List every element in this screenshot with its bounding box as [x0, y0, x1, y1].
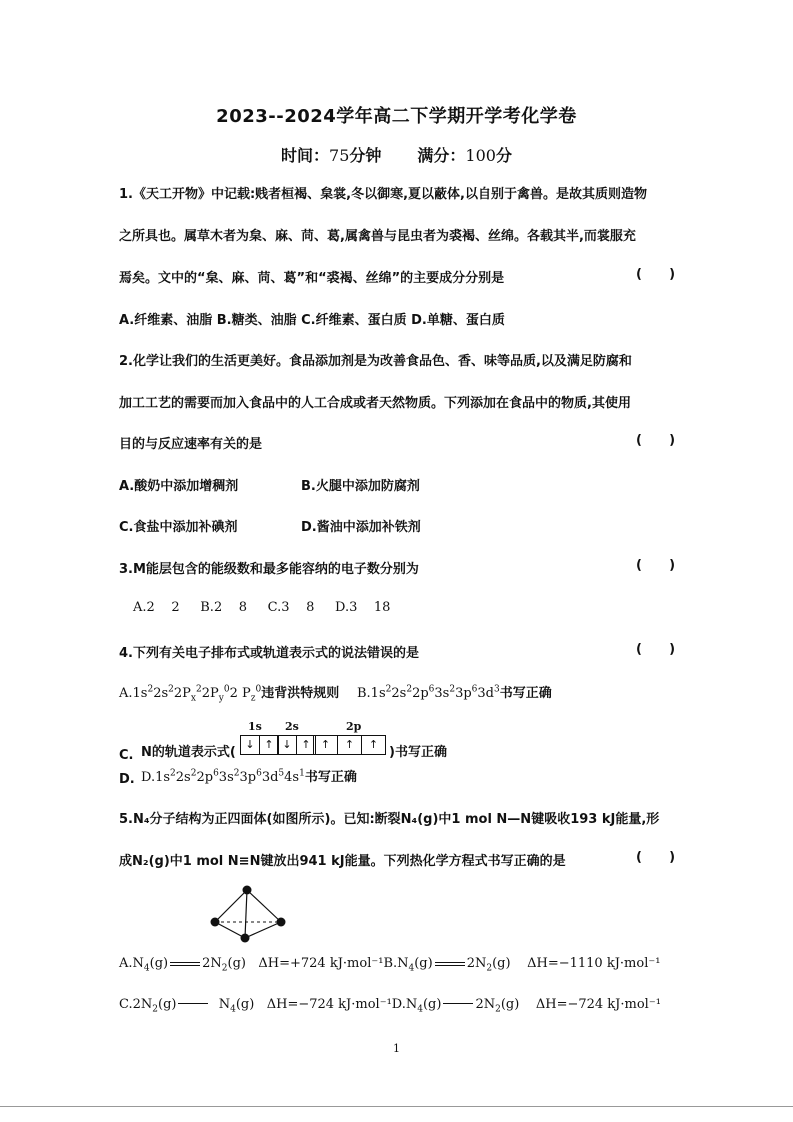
q3-answer-paren: ( ) — [636, 558, 676, 573]
q4-option-c-suffix: )书写正确 — [389, 745, 447, 760]
q1-answer-paren: ( ) — [636, 267, 676, 282]
q4-option-d-label: D. — [119, 772, 135, 787]
q4-option-c-label: C. — [119, 748, 134, 763]
score-value: 100 — [465, 146, 496, 165]
time-label: 时间： — [281, 146, 330, 165]
q2-option-a: A.酸奶中添加增稠剂 — [119, 479, 239, 494]
time-unit: 分钟 — [349, 146, 382, 165]
n4-tetrahedron-figure — [205, 882, 295, 946]
orbital-1s-down: ↓ — [241, 736, 260, 754]
q2-line1: 2.化学让我们的生活更美好。食品添加剂是为改善食品色、香、味等品质,以及满足防腐和 — [119, 354, 632, 369]
q1-line3: 焉矣。文中的“枲、麻、苘、葛”和“裘褐、丝绵”的主要成分分别是 — [119, 271, 505, 286]
q4-option-d: $D.1s^22s^22p^63s^23p^63d^54s^1$书写正确 — [141, 768, 357, 785]
q4-answer-paren: ( ) — [636, 642, 676, 657]
exam-title: 2023--2024学年高二下学期开学考化学卷 — [216, 106, 577, 127]
orbital-box-1s — [240, 735, 279, 755]
q3-options: A.2 2 B.2 8 C.3 8 D.3 18 — [133, 600, 391, 615]
q5-option-c-dh: ΔH=−724 kJ·mol⁻¹ — [266, 997, 392, 1012]
q4-option-d-text: 书写正确 — [304, 770, 357, 785]
q5-option-a-dh: ΔH=+724 kJ·mol⁻¹ — [258, 956, 384, 971]
q2-line2: 加工工艺的需要而加入食品中的人工合成或者天然物质。下列添加在食品中的物质,其使用 — [119, 396, 631, 411]
q2-option-b: B.火腿中添加防腐剂 — [301, 479, 420, 494]
q4-option-a: $A.1s^22s^22P_x^22P_y^02$ $P_z^0$违背洪特规则 — [119, 684, 340, 704]
orbital-box-2s — [277, 735, 316, 755]
q4-option-b-text: 书写正确 — [499, 686, 552, 701]
q5-options-cd: $C.2N_2(g)$ $N_4(g)$ ΔH=−724 $kJ\cdot mol^{-1}D.N_4(g)$ $2N_2(g)$ ΔH=−724 kJ·mol⁻¹ — [119, 997, 661, 1015]
q5-line2: 成N₂(g)中1 mol N≡N键放出941 kJ能量。下列热化学方程式书写正确的是 — [119, 854, 566, 869]
orbital-1s-up: ↑ — [264, 738, 274, 751]
orbital-label-2p: 2p — [346, 720, 362, 733]
orbital-2s-down: ↓ — [278, 736, 297, 754]
orbital-2p-1: ↑ — [314, 736, 338, 754]
orbital-2p-2: ↑ — [338, 736, 362, 754]
q2-line3: 目的与反应速率有关的是 — [119, 437, 263, 452]
exam-subtitle — [0, 143, 793, 166]
q2-option-d: D.酱油中添加补铁剂 — [301, 520, 421, 535]
q1-line2: 之所具也。属草木者为枲、麻、苘、葛,属禽兽与昆虫者为裘褐、丝绵。各载其半,而裳服充 — [119, 229, 636, 244]
q1-options: A.纤维素、油脂 B.糖类、油脂 C.纤维素、蛋白质 D.单糖、蛋白质 — [119, 313, 505, 328]
q5-answer-paren: ( ) — [636, 850, 676, 865]
page-number: 1 — [393, 1042, 400, 1055]
q4-option-c-text: N的轨道表示式( — [141, 745, 236, 760]
q4-option-a-text: 违背洪特规则 — [261, 686, 340, 701]
orbital-box-2p — [313, 735, 386, 755]
orbital-label-1s: 1s — [248, 720, 262, 733]
q5-option-d-dh: ΔH=−724 kJ·mol⁻¹ — [535, 997, 661, 1012]
q3-line: 3.M能层包含的能级数和最多能容纳的电子数分别为 — [119, 562, 419, 577]
q5-line1: 5.N₄分子结构为正四面体(如图所示)。已知:断裂N₄(g)中1 mol N—N键吸收193 kJ能量,形 — [119, 812, 660, 827]
q1-line1: 1.《天工开物》中记载:贱者桓褐、枲裳,冬以御寒,夏以蔽体,以自别于禽兽。是故其质则造物 — [119, 187, 647, 202]
score-unit: 分 — [495, 146, 512, 165]
q4-option-b: $B.1s^22s^22p^63s^23p^63d^3$书写正确 — [357, 684, 552, 701]
score-label: 满分： — [417, 146, 466, 165]
q5-options-ab: $A.N_4(g)$ $2N_2(g)$ ΔH=+724 $kJ\cdot mol^{-1}B.N_4(g)$ $2N_2(g)$ ΔH=−1110 kJ·mol⁻¹ — [119, 956, 661, 974]
footer-divider — [0, 1106, 793, 1107]
orbital-label-2s: 2s — [285, 720, 299, 733]
orbital-2p-3: ↑ — [368, 738, 379, 751]
q4-line: 4.下列有关电子排布式或轨道表示式的说法错误的是 — [119, 646, 419, 661]
q2-option-c: C.食盐中添加补碘剂 — [119, 520, 238, 535]
q5-option-b-dh: ΔH=−1110 kJ·mol⁻¹ — [527, 956, 661, 971]
orbital-2s-up: ↑ — [301, 738, 311, 751]
time-value: 75 — [329, 146, 350, 165]
q2-answer-paren: ( ) — [636, 433, 676, 448]
